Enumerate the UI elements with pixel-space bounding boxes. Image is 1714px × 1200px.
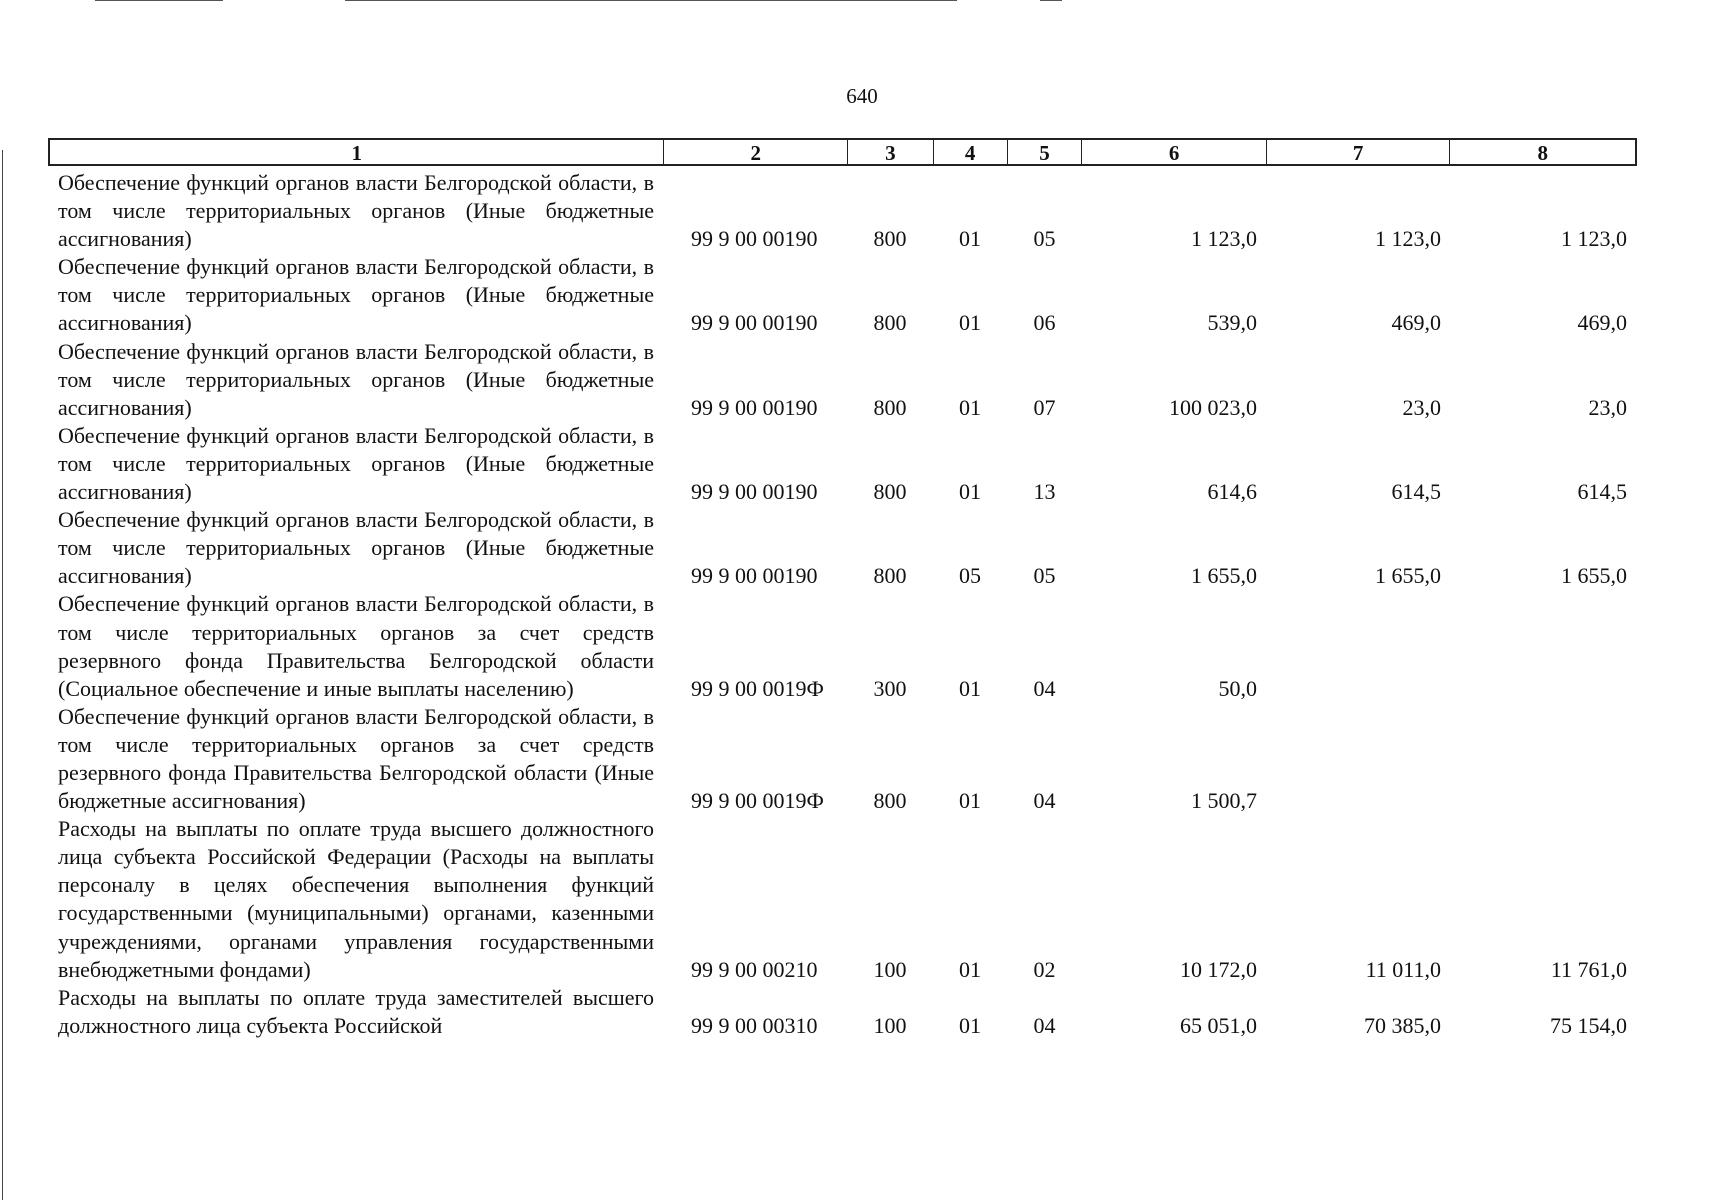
row-col-5: 05: [1033, 226, 1056, 252]
row-col-3: 800: [873, 226, 907, 252]
row-col-7: 11 011,0: [1365, 956, 1441, 982]
scan-artifact-line: [345, 0, 957, 1]
row-description: Обеспечение функций органов власти Белгородской области, в том числе территориальных органов (Иные бюджетные ассигнования): [58, 254, 654, 336]
row-col-7: 1 123,0: [1375, 226, 1441, 252]
row-description: Обеспечение функций органов власти Белгородской области, в том числе территориальных органов (Иные бюджетные ассигнования): [58, 338, 654, 420]
page-edge: [2, 150, 3, 1200]
row-col-3: 100: [873, 1012, 907, 1038]
row-col-8: 1 655,0: [1561, 563, 1627, 589]
row-col-5: 02: [1033, 956, 1056, 982]
row-col-7: 1 655,0: [1375, 563, 1441, 589]
row-col-4: 01: [959, 788, 981, 814]
row-col-5: 07: [1033, 394, 1056, 420]
row-col-7: 469,0: [1391, 310, 1441, 336]
column-header-6: 6: [1081, 140, 1266, 164]
table-row: [48, 338, 1637, 422]
scan-artifact-line: [95, 0, 223, 1]
table-row: [48, 253, 1637, 337]
row-col-4: 01: [959, 226, 981, 252]
row-col-6: 50,0: [1218, 675, 1257, 701]
row-col-6: 1 500,7: [1191, 788, 1257, 814]
column-header-1: 1: [351, 141, 362, 165]
row-col-4: 01: [959, 675, 981, 701]
row-col-6: 1 655,0: [1191, 563, 1257, 589]
row-col-8: 75 154,0: [1550, 1012, 1627, 1038]
row-col-5: 13: [1033, 479, 1056, 505]
row-col-8: 614,5: [1577, 479, 1627, 505]
row-description: Расходы на выплаты по оплате труда заместителей высшего должностного лица субъекта Российской: [58, 984, 654, 1038]
row-col-3: 800: [873, 788, 907, 814]
table-row: [48, 169, 1637, 253]
table-row: [48, 506, 1637, 590]
row-col-5: 04: [1033, 1012, 1056, 1038]
row-description: Обеспечение функций органов власти Белгородской области, в том числе территориальных органов (Иные бюджетные ассигнования): [58, 507, 654, 589]
row-col-3: 800: [873, 310, 907, 336]
row-description: Обеспечение функций органов власти Белгородской области, в том числе территориальных органов за счет средств резервного фонда Правительства Белгородской области (Социальное обеспечение и иные выплаты населению): [58, 591, 654, 701]
table-row: [48, 422, 1637, 506]
column-header-8: 8: [1449, 140, 1635, 164]
column-header-4: 4: [933, 140, 1007, 164]
row-col-8: 11 761,0: [1550, 956, 1627, 982]
column-header-2: 2: [663, 140, 847, 164]
row-col-3: 100: [873, 956, 907, 982]
table-row: [48, 590, 1637, 702]
table-body: [48, 169, 1637, 1040]
row-description: Обеспечение функций органов власти Белгородской области, в том числе территориальных органов за счет средств резервного фонда Правительства Белгородской области (Иные бюджетные ассигнования): [58, 703, 654, 814]
page-number: 640: [846, 84, 878, 108]
row-col-4: 05: [959, 563, 981, 589]
row-col-6: 1 123,0: [1191, 226, 1257, 252]
row-description: Обеспечение функций органов власти Белгородской области, в том числе территориальных органов (Иные бюджетные ассигнования): [58, 170, 654, 252]
row-code: 99 9 00 00190: [691, 563, 818, 589]
table-row: [48, 984, 1637, 1040]
row-col-7: 23,0: [1402, 394, 1441, 420]
row-col-4: 01: [959, 1012, 981, 1038]
row-col-5: 04: [1033, 788, 1056, 814]
row-col-6: 10 172,0: [1180, 956, 1257, 982]
table-header: [48, 138, 1637, 166]
row-code: 99 9 00 00310: [691, 1012, 818, 1038]
row-col-8: 469,0: [1577, 310, 1627, 336]
column-header-5: 5: [1007, 140, 1082, 164]
row-code: 99 9 00 0019Ф: [691, 788, 824, 814]
column-header-3: 3: [847, 140, 933, 164]
row-code: 99 9 00 00190: [691, 479, 818, 505]
row-code: 99 9 00 00190: [691, 310, 818, 336]
row-col-4: 01: [959, 956, 981, 982]
row-col-5: 05: [1033, 563, 1056, 589]
row-code: 99 9 00 00190: [691, 226, 818, 252]
row-col-3: 300: [873, 675, 907, 701]
row-col-5: 06: [1033, 310, 1056, 336]
row-col-6: 100 023,0: [1169, 394, 1257, 420]
row-col-7: 614,5: [1391, 479, 1441, 505]
row-code: 99 9 00 00190: [691, 394, 818, 420]
scan-artifact-line: [1040, 0, 1062, 1]
row-col-4: 01: [959, 394, 981, 420]
column-header-7: 7: [1266, 140, 1450, 164]
row-description: Расходы на выплаты по оплате труда высшего должностного лица субъекта Российской Федерации (Расходы на выплаты персоналу в целях обеспечения выполнения функций государственными (муниципальными) органами, казенными учреждениями, органами управления государственными внебюджетными фондами): [58, 816, 654, 982]
row-col-8: 23,0: [1588, 394, 1627, 420]
row-col-3: 800: [873, 394, 907, 420]
row-col-6: 539,0: [1207, 310, 1257, 336]
row-code: 99 9 00 00210: [691, 956, 818, 982]
row-col-5: 04: [1033, 675, 1056, 701]
row-col-7: 70 385,0: [1364, 1012, 1441, 1038]
row-description: Обеспечение функций органов власти Белгородской области, в том числе территориальных органов (Иные бюджетные ассигнования): [58, 422, 654, 505]
row-code: 99 9 00 0019Ф: [691, 675, 824, 701]
row-col-8: 1 123,0: [1561, 226, 1627, 252]
table-row: [48, 815, 1637, 984]
row-col-4: 01: [959, 310, 981, 336]
row-col-3: 800: [873, 479, 907, 505]
row-col-6: 614,6: [1207, 479, 1257, 505]
row-col-4: 01: [959, 479, 981, 505]
row-col-6: 65 051,0: [1180, 1012, 1257, 1038]
table-row: [48, 703, 1637, 815]
row-col-3: 800: [873, 563, 907, 589]
